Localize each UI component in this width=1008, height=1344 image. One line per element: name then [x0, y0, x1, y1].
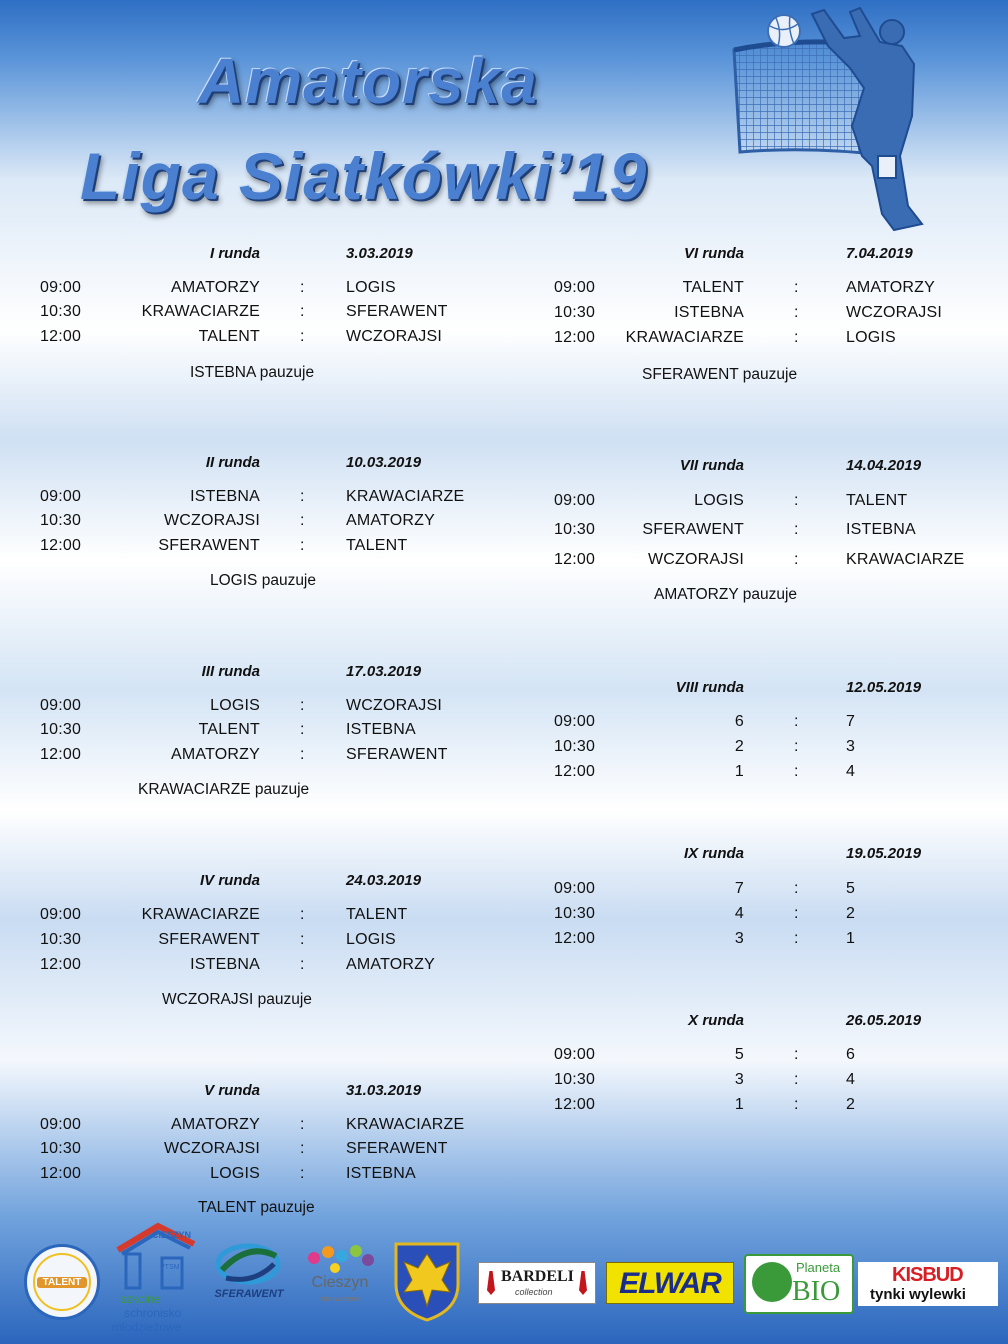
match-separator: : [794, 1046, 799, 1063]
match-time: 10:30 [40, 721, 82, 738]
home-team: SFERAWENT [642, 521, 744, 538]
home-team: 1 [734, 1096, 744, 1113]
home-team: KRAWACIARZE [141, 906, 260, 923]
away-team: ISTEBNA [346, 1165, 416, 1182]
cieszyn-logo [302, 1244, 378, 1314]
pause-note [654, 586, 797, 604]
home-team: LOGIS [694, 492, 744, 509]
round-name: X runda [688, 1012, 744, 1029]
round-date: 3.03.2019 [346, 245, 413, 262]
match-separator: : [794, 905, 799, 922]
pause-team: LOGIS [210, 572, 258, 589]
bardeli-logo-sub: collection [515, 1287, 553, 1297]
match-separator: : [300, 1140, 305, 1157]
round-date: 19.05.2019 [846, 845, 922, 862]
elwar-logo [606, 1262, 734, 1304]
round-date: 24.03.2019 [346, 872, 422, 889]
match-separator: : [794, 492, 799, 509]
away-team: LOGIS [346, 931, 396, 948]
match-time: 12:00 [554, 329, 596, 346]
match-separator: : [300, 1116, 305, 1133]
home-team: 5 [734, 1046, 744, 1063]
round-name: VI runda [683, 245, 744, 262]
schronisko-city: CIESZYN [152, 1230, 192, 1240]
round-name: II runda [205, 454, 260, 471]
match-time: 09:00 [40, 697, 82, 714]
away-team: 5 [846, 880, 856, 897]
match-time: 09:00 [554, 279, 596, 296]
home-team: LOGIS [210, 697, 260, 714]
pause-label: pauzuje [259, 364, 315, 381]
match-time: 10:30 [554, 1071, 596, 1088]
schronisko-ptsm: PTSM [160, 1264, 180, 1271]
match-separator: : [300, 956, 305, 973]
pause-team: SFERAWENT [642, 366, 739, 383]
home-team: ISTEBNA [190, 956, 260, 973]
match-time: 12:00 [40, 746, 82, 763]
match-time: 12:00 [40, 537, 82, 554]
home-team: AMATORZY [170, 1116, 260, 1133]
match-time: 09:00 [40, 906, 82, 923]
home-team: AMATORZY [170, 746, 260, 763]
home-team: ISTEBNA [190, 488, 260, 505]
pause-note [642, 366, 797, 384]
match-separator: : [794, 329, 799, 346]
match-separator: : [300, 931, 305, 948]
pause-note [190, 364, 314, 382]
match-separator: : [300, 1165, 305, 1182]
globe-icon [752, 1262, 792, 1302]
home-team: 4 [734, 905, 744, 922]
match-separator: : [300, 512, 305, 529]
planeta-bio-logo [744, 1254, 854, 1314]
round-date: 17.03.2019 [346, 663, 422, 680]
sferawent-swirl-icon [204, 1242, 294, 1288]
away-team: 2 [846, 905, 856, 922]
away-team: AMATORZY [346, 956, 436, 973]
home-team: KRAWACIARZE [625, 329, 744, 346]
away-team: KRAWACIARZE [346, 1116, 465, 1133]
away-team: SFERAWENT [346, 303, 448, 320]
tie-icon [579, 1271, 587, 1295]
planeta-bio-bottom: BIO [792, 1276, 841, 1307]
home-team: KRAWACIARZE [141, 303, 260, 320]
match-separator: : [794, 521, 799, 538]
sponsor-logos [0, 1218, 1008, 1344]
home-team: AMATORZY [170, 279, 260, 296]
match-separator: : [794, 880, 799, 897]
home-team: 1 [734, 763, 744, 780]
away-team: SFERAWENT [346, 746, 448, 763]
pause-label: pauzuje [254, 781, 310, 798]
match-separator: : [794, 763, 799, 780]
match-separator: : [300, 537, 305, 554]
match-separator: : [794, 304, 799, 321]
pause-team: KRAWACIARZE [138, 781, 251, 798]
away-team: TALENT [846, 492, 908, 509]
planeta-bio-top: Planeta [796, 1260, 841, 1275]
schronisko-line3: młodzieżowe [112, 1320, 182, 1334]
away-team: WCZORAJSI [346, 328, 443, 345]
match-time: 09:00 [40, 279, 82, 296]
away-team: AMATORZY [846, 279, 936, 296]
round-date: 10.03.2019 [346, 454, 422, 471]
sferawent-logo [204, 1242, 294, 1312]
match-time: 12:00 [40, 328, 82, 345]
bardeli-logo [478, 1262, 596, 1304]
away-team: 3 [846, 738, 856, 755]
match-separator: : [300, 697, 305, 714]
match-separator: : [794, 713, 799, 730]
home-team: 3 [734, 930, 744, 947]
away-team: ISTEBNA [346, 721, 416, 738]
schronisko-line2: schronisko [124, 1306, 182, 1320]
away-team: 7 [846, 713, 856, 730]
pause-label: pauzuje [742, 586, 798, 603]
pause-note [210, 572, 316, 590]
match-separator: : [300, 721, 305, 738]
match-time: 09:00 [40, 488, 82, 505]
match-time: 10:30 [40, 512, 82, 529]
match-time: 10:30 [554, 304, 596, 321]
away-team: LOGIS [346, 279, 396, 296]
match-time: 12:00 [554, 551, 596, 568]
home-team: 2 [734, 738, 744, 755]
home-team: 6 [734, 713, 744, 730]
match-time: 09:00 [40, 1116, 82, 1133]
match-time: 12:00 [554, 930, 596, 947]
match-separator: : [794, 1071, 799, 1088]
pause-label: pauzuje [260, 1199, 315, 1216]
match-time: 12:00 [40, 956, 82, 973]
match-time: 10:30 [40, 931, 82, 948]
kisbud-logo-top: KISBUD [892, 1264, 963, 1286]
match-separator: : [794, 279, 799, 296]
away-team: WCZORAJSI [846, 304, 943, 321]
away-team: 2 [846, 1096, 856, 1113]
page-title-line1: Amatorska [198, 45, 538, 117]
round-date: 12.05.2019 [846, 679, 922, 696]
away-team: ISTEBNA [846, 521, 916, 538]
away-team: 6 [846, 1046, 856, 1063]
match-time: 10:30 [40, 1140, 82, 1157]
match-separator: : [794, 738, 799, 755]
match-separator: : [794, 1096, 799, 1113]
match-time: 12:00 [554, 763, 596, 780]
round-date: 14.04.2019 [846, 457, 922, 474]
away-team: TALENT [346, 906, 408, 923]
elwar-logo-text: ELWAR [619, 1267, 721, 1300]
away-team: KRAWACIARZE [846, 551, 965, 568]
home-team: LOGIS [210, 1165, 260, 1182]
pause-team: AMATORZY [654, 586, 739, 603]
match-time: 10:30 [554, 521, 596, 538]
match-time: 10:30 [40, 303, 82, 320]
round-date: 26.05.2019 [846, 1012, 922, 1029]
round-name: IV runda [199, 872, 260, 889]
round-name: I runda [209, 245, 260, 262]
schronisko-line1: szkolne [120, 1292, 161, 1306]
cieszyn-tagline: robi wrażenie [319, 1296, 361, 1303]
page-title-line2: Liga Siatkówki’19 [80, 139, 648, 213]
pause-label: pauzuje [257, 991, 312, 1008]
volleyball-player-icon [732, 6, 982, 236]
match-separator: : [300, 279, 305, 296]
match-time: 12:00 [554, 1096, 596, 1113]
pause-team: WCZORAJSI [162, 991, 254, 1008]
match-separator: : [300, 303, 305, 320]
home-team: ISTEBNA [674, 304, 744, 321]
coat-of-arms-icon [392, 1240, 462, 1322]
match-time: 09:00 [554, 713, 596, 730]
cieszyn-dots-icon [302, 1244, 378, 1274]
kisbud-logo [858, 1262, 998, 1306]
away-team: KRAWACIARZE [346, 488, 465, 505]
home-team: WCZORAJSI [163, 512, 260, 529]
pause-note [162, 991, 312, 1009]
match-separator: : [300, 488, 305, 505]
match-time: 09:00 [554, 1046, 596, 1063]
home-team: WCZORAJSI [163, 1140, 260, 1157]
home-team: TALENT [198, 328, 260, 345]
schronisko-logo [108, 1220, 200, 1340]
match-time: 09:00 [554, 492, 596, 509]
talent-logo [24, 1244, 100, 1320]
match-time: 10:30 [554, 905, 596, 922]
match-time: 10:30 [554, 738, 596, 755]
round-name: VIII runda [675, 679, 744, 696]
match-time: 09:00 [554, 880, 596, 897]
home-team: TALENT [198, 721, 260, 738]
match-separator: : [794, 930, 799, 947]
round-date: 7.04.2019 [846, 245, 913, 262]
away-team: 1 [846, 930, 856, 947]
round-name: V runda [204, 1082, 260, 1099]
match-separator: : [300, 328, 305, 345]
pause-note [138, 781, 309, 799]
home-team: WCZORAJSI [647, 551, 744, 568]
bardeli-logo-text: BARDELI [501, 1268, 574, 1285]
away-team: LOGIS [846, 329, 896, 346]
match-separator: : [794, 551, 799, 568]
pause-team: TALENT [198, 1199, 256, 1216]
cieszyn-logo-text: Cieszyn [311, 1274, 369, 1291]
away-team: 4 [846, 763, 856, 780]
match-separator: : [300, 906, 305, 923]
talent-logo-text: TALENT [37, 1277, 87, 1288]
home-team: TALENT [682, 279, 744, 296]
sferawent-logo-text: SFERAWENT [214, 1288, 284, 1300]
away-team: TALENT [346, 537, 408, 554]
round-name: VII runda [679, 457, 744, 474]
away-team: 4 [846, 1071, 856, 1088]
round-date: 31.03.2019 [346, 1082, 422, 1099]
match-separator: : [300, 746, 305, 763]
home-team: SFERAWENT [158, 537, 260, 554]
round-name: IX runda [683, 845, 744, 862]
home-team: SFERAWENT [158, 931, 260, 948]
pause-team: ISTEBNA [190, 364, 256, 381]
kisbud-logo-bottom: tynki wylewki [870, 1286, 966, 1303]
match-time: 12:00 [40, 1165, 82, 1182]
home-team: 7 [734, 880, 744, 897]
home-team: 3 [734, 1071, 744, 1088]
pause-note [198, 1199, 315, 1217]
round-name: III runda [201, 663, 260, 680]
away-team: SFERAWENT [346, 1140, 448, 1157]
tie-icon [487, 1271, 495, 1295]
away-team: WCZORAJSI [346, 697, 443, 714]
pause-label: pauzuje [261, 572, 316, 589]
away-team: AMATORZY [346, 512, 436, 529]
pause-label: pauzuje [742, 366, 798, 383]
